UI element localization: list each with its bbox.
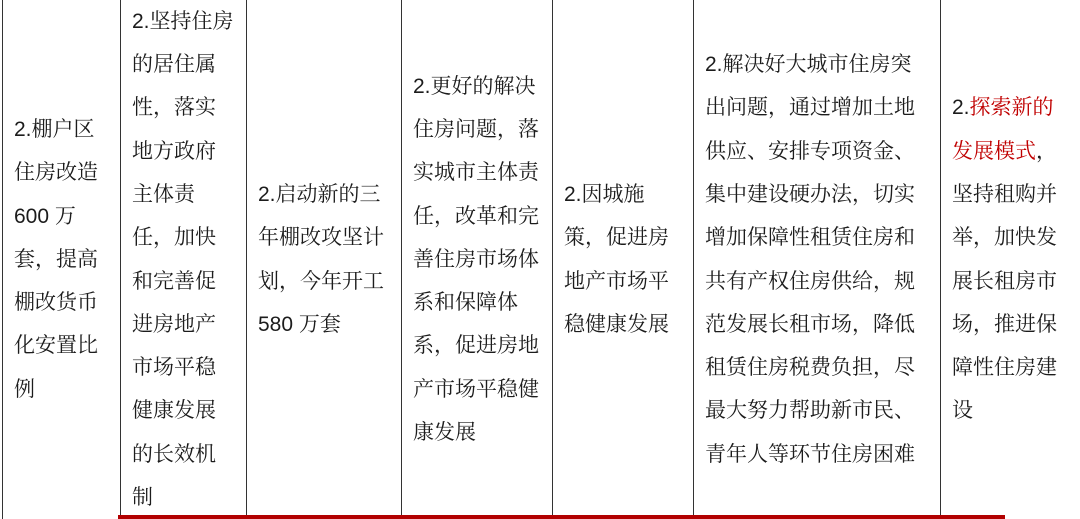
policy-cell-1: [2, 0, 120, 519]
policy-cell-7-suffix: ，坚持租购并举，加快发展长租房市场，推进保障性住房建设: [952, 139, 1057, 423]
policy-table-row: [2, 0, 1078, 519]
policy-cell-1-text: 2.棚户区住房改造 600 万套，提高棚改货币化安置比例: [14, 117, 98, 401]
policy-cell-5: [552, 0, 693, 519]
policy-cell-3: [246, 0, 401, 519]
policy-cell-4: [401, 0, 552, 519]
policy-cell-7-text: [952, 86, 1065, 432]
policy-cell-6-text: 2.解决好大城市住房突出问题，通过增加土地供应、安排专项资金、集中建设硬办法，切实增加保障性租赁住房和共有产权住房供给，规范发展长租市场，降低租赁住房税费负担，尽最大努力帮助新市民、青年人等环节住房困难: [705, 53, 915, 466]
policy-cell-4-text: 2.更好的解决住房问题，落实城市主体责任，改革和完善住房市场体系和保障体系，促进房地产市场平稳健康发展: [413, 74, 539, 445]
policy-cell-2-text: 2.坚持住房的居住属性，落实地方政府主体责任，加快和完善促进房地产市场平稳健康发展的长效机制: [132, 9, 234, 509]
red-divider-rule: [118, 515, 1005, 519]
policy-cell-7-prefix: 2.: [952, 96, 970, 120]
policy-cell-6: [693, 0, 940, 519]
policy-cell-5-text: 2.因城施策，促进房地产市场平稳健康发展: [564, 182, 669, 336]
policy-cell-3-text: 2.启动新的三年棚改攻坚计划，今年开工 580 万套: [258, 182, 384, 336]
policy-cell-7: [940, 0, 1076, 519]
policy-cell-2: [120, 0, 246, 519]
policy-cell-7-highlighted-phrase: 探索新的发展模式: [952, 96, 1054, 163]
